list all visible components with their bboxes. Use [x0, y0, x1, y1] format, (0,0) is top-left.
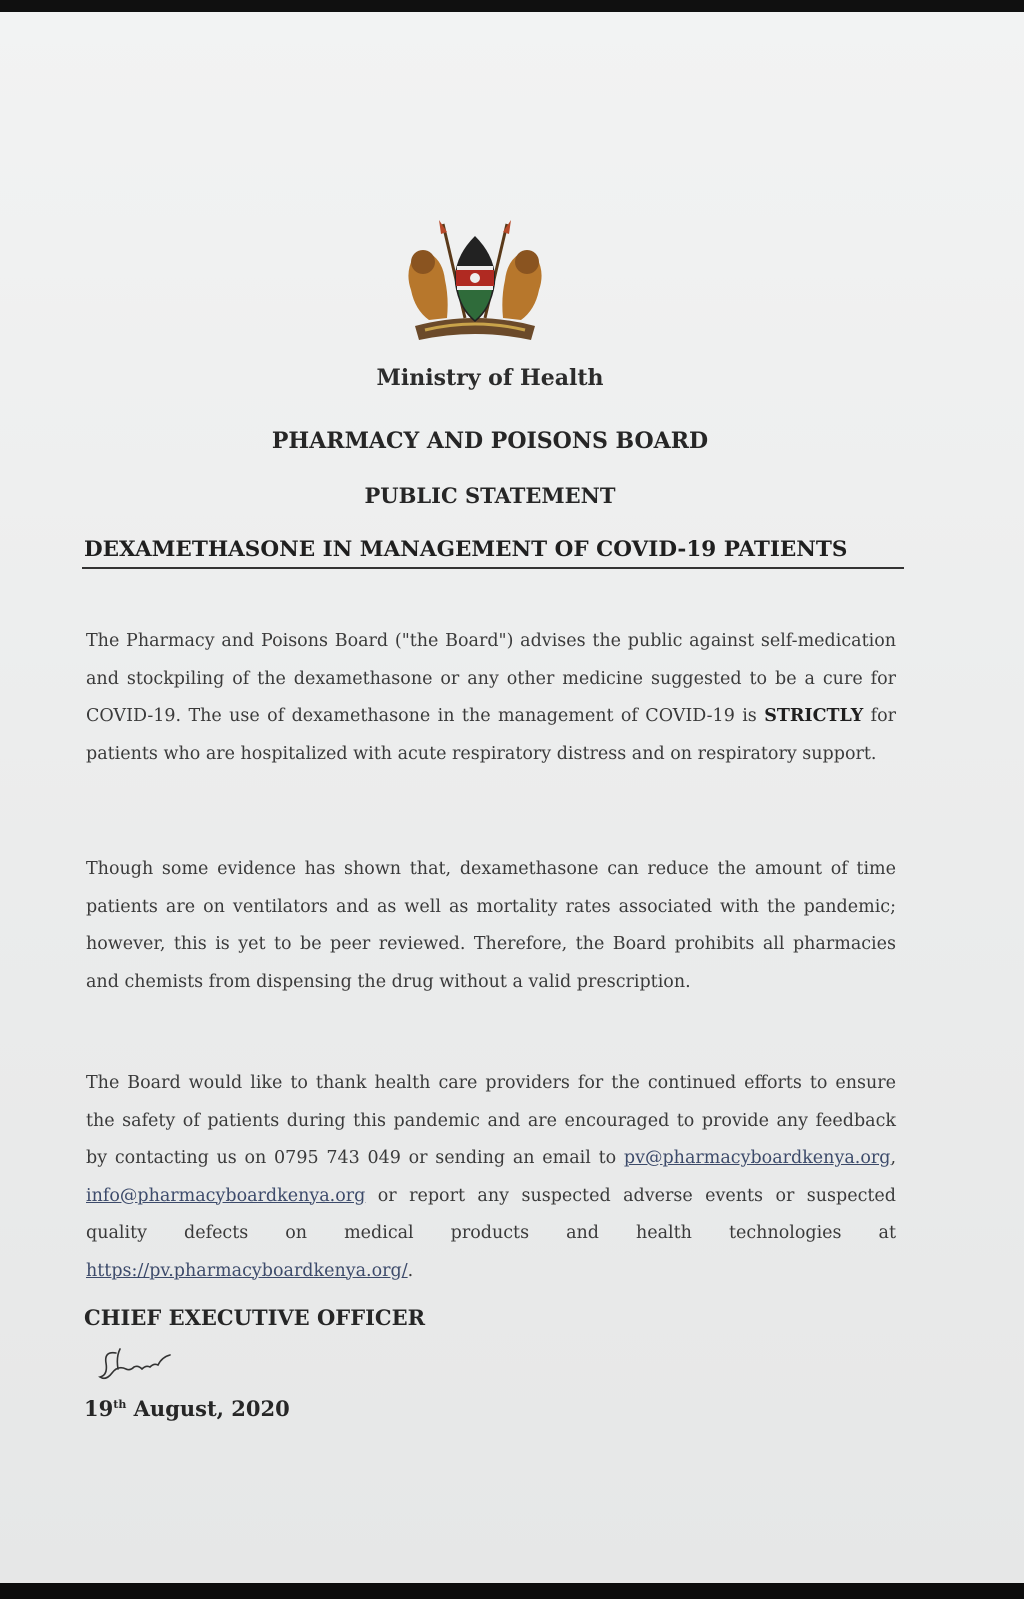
subject-underline [82, 567, 904, 569]
ministry-heading: Ministry of Health [376, 365, 604, 391]
feedback-text-report: or report any suspected adverse events or suspected quality defects on medical products and health technologies at [86, 1185, 896, 1243]
date-ordinal-suffix: th [113, 1398, 127, 1411]
coat-of-arms-emblem [395, 218, 555, 348]
top-frame-bar [0, 0, 1024, 12]
signatory-title: CHIEF EXECUTIVE OFFICER [84, 1305, 426, 1330]
paragraph-advisory [86, 623, 896, 773]
feedback-text-email-intro: or sending an email to [400, 1148, 624, 1168]
email-link-info[interactable]: info@pharmacyboardkenya.org [86, 1185, 366, 1206]
emphasis-strictly: STRICTLY [764, 706, 864, 726]
phone-number: 0795 743 049 [274, 1148, 401, 1168]
reporting-website-link[interactable]: https://pv.pharmacyboardkenya.org/ [86, 1260, 408, 1281]
feedback-text-end: . [407, 1260, 414, 1281]
statement-type-heading: PUBLIC STATEMENT [364, 483, 616, 508]
email-link-pv[interactable]: pv@pharmacyboardkenya.org [623, 1148, 891, 1168]
statement-date [84, 1396, 290, 1421]
paragraph-feedback [86, 1065, 896, 1290]
date-month-year: August, 2020 [126, 1396, 290, 1421]
feedback-text: The Board would like to thank health care providers for the continued efforts to ensure the safety of patients during this pandemic and are encouraged to provide any feedback by contacting us on [86, 1073, 896, 1168]
bottom-frame-bar [0, 1583, 1024, 1599]
handwritten-signature [96, 1343, 186, 1388]
date-day: 19 [84, 1396, 114, 1421]
statement-subject: DEXAMETHASONE IN MANAGEMENT OF COVID-19 PATIENTS [84, 537, 848, 562]
board-heading: PHARMACY AND POISONS BOARD [271, 428, 709, 454]
email-separator: , [890, 1148, 897, 1168]
paragraph-advisory-text-end: for patients who are hospitalized with acute respiratory distress and on respiratory support. [86, 706, 896, 764]
paragraph-advisory-text: The Pharmacy and Poisons Board ("the Board") advises the public against self-medication and stockpiling of the dexamethasone or any other medicine suggested to be a cure for COVID-19. The use of dexamethasone in the management of COVID-19 is [86, 631, 896, 726]
paragraph-evidence: Though some evidence has shown that, dexamethasone can reduce the amount of time patients are on ventilators and as well as mortality rates associated with the pandemic; however, this is yet to be peer reviewed. Therefore, the Board prohibits all pharmacies and chemists from dispensing the drug without a valid prescription. [86, 859, 896, 992]
